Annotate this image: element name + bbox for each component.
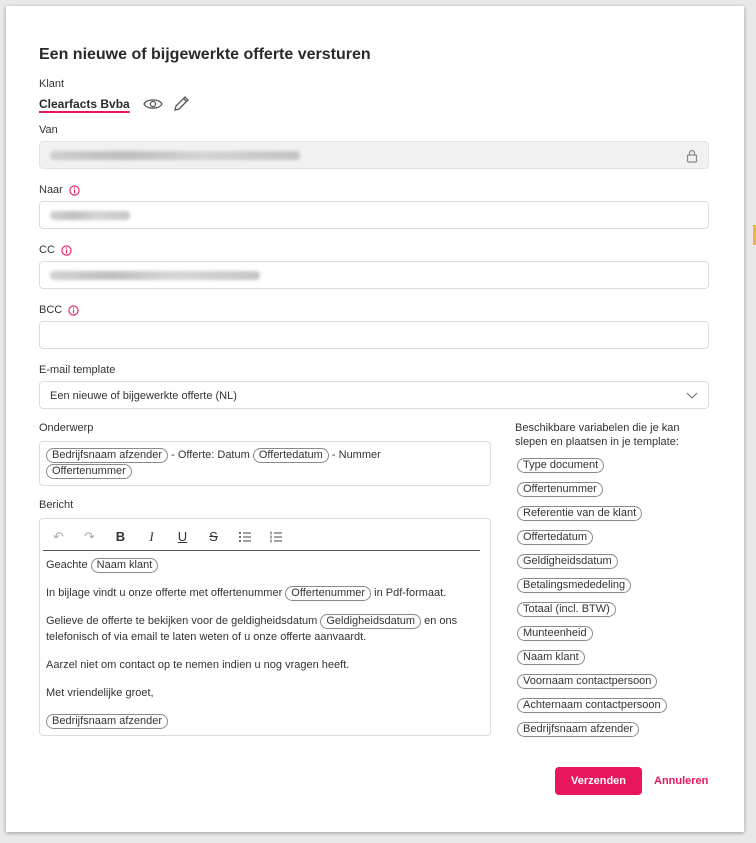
- message-paragraph: [46, 613, 486, 645]
- client-name-link[interactable]: Clearfacts Bvba: [39, 97, 130, 111]
- message-closing: Met vriendelijke groet,: [46, 687, 154, 699]
- from-field: [39, 141, 709, 169]
- cancel-button[interactable]: Annuleren: [654, 775, 709, 787]
- redo-icon[interactable]: ↷: [84, 528, 95, 544]
- undo-icon[interactable]: ↶: [53, 528, 64, 544]
- from-label: Van: [39, 124, 58, 136]
- message-label: Bericht: [39, 499, 74, 511]
- message-editor[interactable]: [39, 518, 491, 736]
- redacted-to-value: [50, 211, 130, 220]
- draggable-variable-chip[interactable]: Bedrijfsnaam afzender: [517, 722, 639, 737]
- variable-chip[interactable]: Geldigheidsdatum: [320, 614, 421, 629]
- variables-title: Beschikbare variabelen die je kan slepen en plaatsen in je template:: [515, 422, 680, 448]
- subject-input[interactable]: [39, 441, 491, 486]
- message-greeting: [46, 557, 486, 573]
- variable-chip[interactable]: Bedrijfsnaam afzender: [46, 714, 168, 729]
- template-label: E-mail template: [39, 364, 116, 376]
- redacted-cc-value: [50, 271, 260, 280]
- cc-label-text: CC: [39, 244, 55, 256]
- to-field[interactable]: [39, 201, 709, 229]
- send-button[interactable]: Verzenden: [555, 767, 642, 795]
- variable-chip[interactable]: Bedrijfsnaam afzender: [46, 448, 168, 463]
- editor-toolbar: [43, 523, 480, 551]
- client-label: Klant: [39, 78, 65, 90]
- message-body[interactable]: [46, 557, 486, 741]
- subject-label: Onderwerp: [39, 422, 94, 434]
- draggable-variable-chip[interactable]: Geldigheidsdatum: [517, 554, 618, 569]
- draggable-variable-chip[interactable]: Munteenheid: [517, 626, 593, 641]
- bullet-list-icon[interactable]: [229, 525, 260, 549]
- greeting-text: Geachte: [46, 559, 91, 571]
- draggable-variable-chip[interactable]: Totaal (incl. BTW): [517, 602, 616, 617]
- variables-list: [517, 458, 667, 737]
- redacted-from-value: [50, 151, 300, 160]
- variable-chip[interactable]: Offertedatum: [253, 448, 329, 463]
- bcc-field[interactable]: [39, 321, 709, 349]
- variable-chip[interactable]: Offertenummer: [285, 586, 371, 601]
- italic-button[interactable]: I: [149, 528, 154, 544]
- to-label: [39, 184, 80, 196]
- template-selected-value: Een nieuwe of bijgewerkte offerte (NL): [50, 390, 237, 402]
- variable-chip[interactable]: Naam klant: [91, 558, 159, 573]
- numbered-list-icon[interactable]: [260, 525, 291, 549]
- draggable-variable-chip[interactable]: Offertenummer: [517, 482, 603, 497]
- paragraph-text: In bijlage vindt u onze offerte met offertenummer: [46, 587, 286, 599]
- draggable-variable-chip[interactable]: Naam klant: [517, 650, 585, 665]
- draggable-variable-chip[interactable]: Offertedatum: [517, 530, 593, 545]
- pencil-icon[interactable]: [170, 95, 192, 113]
- draggable-variable-chip[interactable]: Achternaam contactpersoon: [517, 698, 667, 713]
- cc-field[interactable]: [39, 261, 709, 289]
- message-signature: [46, 713, 486, 729]
- client-row: [39, 95, 192, 113]
- message-paragraph: [46, 585, 486, 601]
- cc-label: [39, 244, 72, 256]
- bcc-label-text: BCC: [39, 304, 63, 316]
- template-select[interactable]: [39, 381, 709, 409]
- draggable-variable-chip[interactable]: Referentie van de klant: [517, 506, 642, 521]
- message-paragraph: Aarzel niet om contact op te nemen indien u nog vragen heeft.: [46, 659, 350, 671]
- strikethrough-button[interactable]: S: [209, 529, 218, 544]
- subject-text: - Offerte: Datum: [168, 449, 253, 461]
- draggable-variable-chip[interactable]: Type document: [517, 458, 604, 473]
- info-icon[interactable]: [61, 245, 72, 256]
- dialog-title: Een nieuwe of bijgewerkte offerte versturen: [39, 46, 371, 63]
- chevron-down-icon: [686, 390, 698, 400]
- send-quote-dialog: [6, 6, 744, 832]
- draggable-variable-chip[interactable]: Voornaam contactpersoon: [517, 674, 657, 689]
- to-label-text: Naar: [39, 184, 63, 196]
- bold-button[interactable]: B: [115, 529, 126, 544]
- subject-text: - Nummer: [328, 449, 381, 461]
- variable-chip[interactable]: Offertenummer: [46, 464, 132, 479]
- lock-icon: [686, 149, 698, 163]
- info-icon[interactable]: [69, 185, 80, 196]
- bcc-label: [39, 304, 79, 316]
- underline-button[interactable]: U: [177, 529, 188, 544]
- info-icon[interactable]: [68, 305, 79, 316]
- eye-icon[interactable]: [142, 95, 164, 113]
- paragraph-text: en ons telefonisch of via email te laten weten of u onze offerte aanvaardt.: [46, 615, 458, 643]
- draggable-variable-chip[interactable]: Betalingsmededeling: [517, 578, 631, 593]
- paragraph-text: Gelieve de offerte te bekijken voor de geldigheidsdatum: [46, 615, 321, 627]
- paragraph-text: in Pdf-formaat.: [371, 587, 447, 599]
